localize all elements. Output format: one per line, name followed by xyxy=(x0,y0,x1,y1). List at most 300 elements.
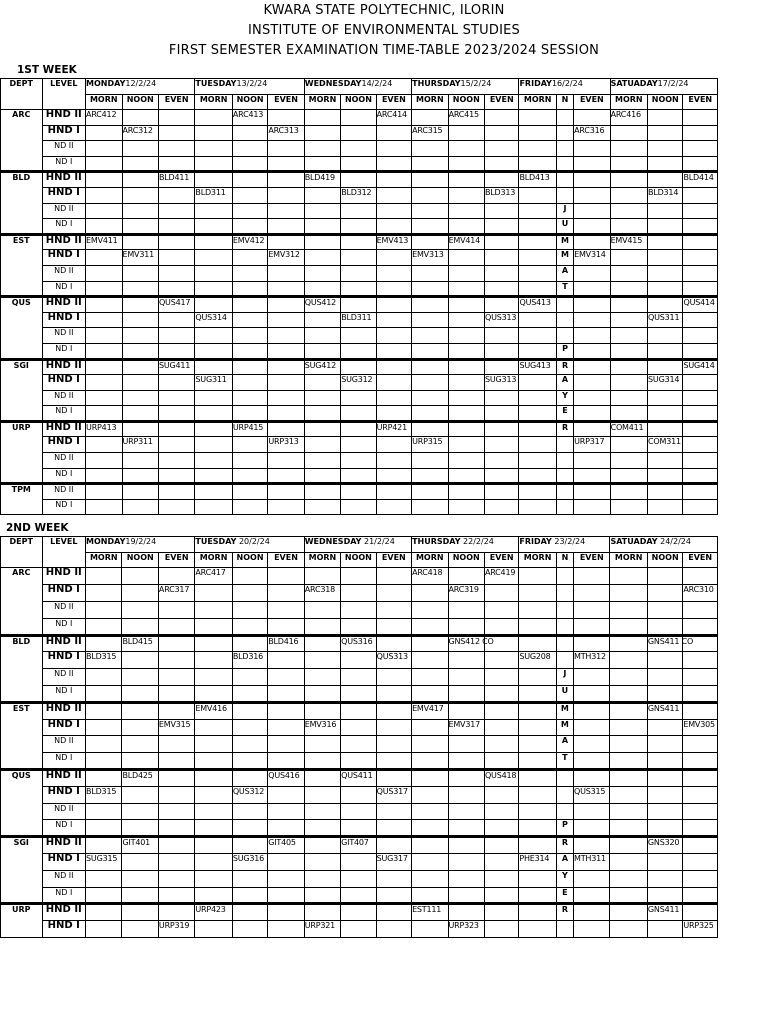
course-code-cell xyxy=(158,837,194,854)
day-name: THURSDAY xyxy=(412,537,461,547)
course-code-cell xyxy=(647,770,682,787)
day-date: 15/2/24 xyxy=(460,79,492,88)
department-name: SGI xyxy=(1,837,43,904)
course-code-cell xyxy=(195,719,232,736)
course-code-cell xyxy=(519,110,556,126)
slot-header-n: N xyxy=(556,553,573,568)
course-code-cell xyxy=(485,141,519,157)
course-code-cell: ARC414 xyxy=(376,110,411,126)
course-code-cell xyxy=(647,753,682,770)
course-code-cell: BLD316 xyxy=(232,652,267,669)
course-code-cell xyxy=(341,736,376,753)
course-code-cell: QUS313 xyxy=(485,312,519,328)
day-header xyxy=(519,537,610,553)
course-code-cell: URP315 xyxy=(412,437,448,453)
course-code-cell xyxy=(448,770,484,787)
course-code-cell xyxy=(268,736,304,753)
course-code-cell: BLD415 xyxy=(122,635,158,652)
course-code-cell xyxy=(304,328,340,344)
course-code-cell xyxy=(519,585,556,602)
slot-header-morn: MORN xyxy=(304,553,340,568)
slot-header-morn: MORN xyxy=(86,95,122,110)
course-code-cell xyxy=(304,141,340,157)
slot-header-noon: NOON xyxy=(232,553,267,568)
table-row xyxy=(1,820,718,837)
course-code-cell xyxy=(519,686,556,703)
course-code-cell: MTH312 xyxy=(574,652,610,669)
course-code-cell xyxy=(648,250,683,266)
jumat-prayer-letter: A xyxy=(556,265,573,281)
course-code-cell: QUS311 xyxy=(648,312,683,328)
course-code-cell xyxy=(232,453,267,469)
jumat-prayer-letter xyxy=(556,297,573,313)
course-code-cell xyxy=(232,125,267,141)
course-code-cell xyxy=(519,203,556,219)
course-code-cell xyxy=(232,686,267,703)
course-code-cell xyxy=(448,499,484,515)
course-code-cell xyxy=(448,853,484,870)
course-code-cell xyxy=(304,837,340,854)
course-code-cell xyxy=(232,156,267,172)
course-code-cell xyxy=(448,125,484,141)
day-header-row xyxy=(1,537,718,553)
course-code-cell xyxy=(232,297,267,313)
jumat-prayer-letter xyxy=(556,602,573,619)
course-code-cell xyxy=(574,904,610,921)
course-code-cell xyxy=(647,870,682,887)
course-code-cell xyxy=(683,669,718,686)
slot-header-even: EVEN xyxy=(574,95,610,110)
course-code-cell xyxy=(376,870,411,887)
course-code-cell: QUS312 xyxy=(232,786,267,803)
day-header xyxy=(195,79,304,95)
jumat-prayer-letter: M xyxy=(556,702,573,719)
course-code-cell xyxy=(304,125,340,141)
course-code-cell xyxy=(268,904,304,921)
course-code-cell xyxy=(86,820,122,837)
course-code-cell: BLD315 xyxy=(86,652,122,669)
course-code-cell xyxy=(519,421,556,437)
course-code-cell xyxy=(341,568,376,585)
course-code-cell xyxy=(268,406,304,422)
course-code-cell xyxy=(158,421,194,437)
course-code-cell xyxy=(195,618,232,635)
jumat-prayer-letter xyxy=(556,110,573,126)
course-code-cell xyxy=(412,499,448,515)
course-code-cell xyxy=(683,568,718,585)
course-code-cell xyxy=(412,297,448,313)
course-code-cell xyxy=(647,887,682,904)
course-code-cell xyxy=(158,141,194,157)
course-code-cell xyxy=(195,343,232,359)
course-code-cell xyxy=(376,887,411,904)
slot-header-noon: NOON xyxy=(341,95,376,110)
course-code-cell xyxy=(484,837,518,854)
course-code-cell xyxy=(268,803,304,820)
course-code-cell xyxy=(448,468,484,484)
course-code-cell xyxy=(341,125,376,141)
course-code-cell xyxy=(304,390,340,406)
course-code-cell xyxy=(647,652,682,669)
course-code-cell xyxy=(610,125,647,141)
course-code-cell xyxy=(341,669,376,686)
course-code-cell xyxy=(304,803,340,820)
course-code-cell: URP325 xyxy=(683,921,718,938)
jumat-prayer-letter xyxy=(556,568,573,585)
jumat-prayer-letter: R xyxy=(556,837,573,854)
course-code-cell xyxy=(122,786,158,803)
course-code-cell xyxy=(610,753,647,770)
course-code-cell xyxy=(304,110,340,126)
course-code-cell xyxy=(122,618,158,635)
course-code-cell xyxy=(648,421,683,437)
course-code-cell xyxy=(158,375,194,391)
slot-header-even: EVEN xyxy=(484,553,518,568)
course-code-cell xyxy=(341,803,376,820)
course-code-cell xyxy=(485,125,519,141)
level-label: HND II xyxy=(42,568,86,585)
slot-header-even: EVEN xyxy=(268,553,304,568)
course-code-cell xyxy=(448,837,484,854)
course-code-cell xyxy=(683,837,718,854)
course-code-cell xyxy=(376,468,411,484)
course-code-cell xyxy=(232,343,267,359)
course-code-cell xyxy=(86,635,122,652)
course-code-cell xyxy=(376,719,411,736)
course-code-cell xyxy=(574,297,610,313)
course-code-cell xyxy=(412,887,448,904)
course-code-cell xyxy=(574,736,610,753)
course-code-cell xyxy=(683,786,718,803)
level-label: ND II xyxy=(42,328,86,344)
course-code-cell: ARC317 xyxy=(158,585,194,602)
course-code-cell xyxy=(376,669,411,686)
course-code-cell xyxy=(683,265,718,281)
course-code-cell: BLD425 xyxy=(122,770,158,787)
course-code-cell: COM311 xyxy=(648,437,683,453)
course-code-cell xyxy=(485,297,519,313)
course-code-cell xyxy=(448,618,484,635)
course-code-cell xyxy=(574,686,610,703)
course-code-cell xyxy=(195,736,232,753)
table-row xyxy=(1,904,718,921)
course-code-cell xyxy=(448,904,484,921)
course-code-cell xyxy=(485,110,519,126)
level-label: ND II xyxy=(42,669,86,686)
level-label: HND I xyxy=(42,375,86,391)
course-code-cell xyxy=(610,618,647,635)
course-code-cell xyxy=(304,375,340,391)
slot-header-morn: MORN xyxy=(519,95,556,110)
course-code-cell xyxy=(574,172,610,188)
level-label: HND I xyxy=(42,652,86,669)
course-code-cell xyxy=(86,602,122,619)
course-code-cell xyxy=(268,853,304,870)
course-code-cell: QUS416 xyxy=(268,770,304,787)
course-code-cell xyxy=(485,156,519,172)
course-code-cell xyxy=(304,499,340,515)
course-code-cell xyxy=(376,484,411,500)
course-code-cell xyxy=(647,803,682,820)
course-code-cell xyxy=(341,887,376,904)
course-code-cell xyxy=(122,187,158,203)
course-code-cell xyxy=(574,406,610,422)
course-code-cell xyxy=(574,702,610,719)
course-code-cell xyxy=(412,652,448,669)
course-code-cell: QUS414 xyxy=(683,297,718,313)
course-code-cell xyxy=(86,187,122,203)
course-code-cell xyxy=(268,702,304,719)
course-code-cell: ARC416 xyxy=(610,110,647,126)
course-code-cell xyxy=(448,484,484,500)
course-code-cell xyxy=(574,719,610,736)
course-code-cell xyxy=(376,265,411,281)
course-code-cell xyxy=(376,172,411,188)
course-code-cell xyxy=(610,203,647,219)
table-row xyxy=(1,719,718,736)
course-code-cell xyxy=(376,602,411,619)
course-code-cell xyxy=(448,736,484,753)
course-code-cell xyxy=(268,499,304,515)
course-code-cell xyxy=(448,141,484,157)
course-code-cell xyxy=(304,484,340,500)
course-code-cell xyxy=(610,770,647,787)
course-code-cell xyxy=(519,265,556,281)
course-code-cell: BLD413 xyxy=(519,172,556,188)
course-code-cell: URP321 xyxy=(304,921,340,938)
jumat-prayer-letter xyxy=(556,156,573,172)
course-code-cell xyxy=(448,297,484,313)
course-code-cell xyxy=(195,686,232,703)
course-code-cell: GIT405 xyxy=(268,837,304,854)
course-code-cell xyxy=(304,265,340,281)
course-code-cell: EMV417 xyxy=(412,702,448,719)
course-code-cell xyxy=(484,652,518,669)
course-code-cell xyxy=(158,250,194,266)
course-code-cell xyxy=(232,375,267,391)
course-code-cell xyxy=(195,652,232,669)
course-code-cell xyxy=(683,141,718,157)
course-code-cell xyxy=(519,786,556,803)
slot-header-even: EVEN xyxy=(683,553,718,568)
course-code-cell xyxy=(158,453,194,469)
course-code-cell xyxy=(122,669,158,686)
course-code-cell xyxy=(122,453,158,469)
course-code-cell xyxy=(448,281,484,297)
table-row xyxy=(1,250,718,266)
course-code-cell xyxy=(610,686,647,703)
table-row xyxy=(1,359,718,375)
course-code-cell: URP311 xyxy=(122,437,158,453)
table-row xyxy=(1,312,718,328)
department-name: TPM xyxy=(1,484,43,515)
course-code-cell: QUS418 xyxy=(484,770,518,787)
course-code-cell: URP313 xyxy=(268,437,304,453)
table-row xyxy=(1,265,718,281)
day-header xyxy=(86,537,195,553)
course-code-cell xyxy=(268,820,304,837)
course-code-cell xyxy=(448,187,484,203)
week-2-label: 2ND WEEK xyxy=(6,522,69,535)
course-code-cell xyxy=(195,770,232,787)
course-code-cell xyxy=(519,156,556,172)
course-code-cell xyxy=(268,281,304,297)
course-code-cell xyxy=(304,786,340,803)
course-code-cell xyxy=(195,887,232,904)
course-code-cell xyxy=(195,359,232,375)
course-code-cell xyxy=(485,390,519,406)
course-code-cell xyxy=(574,837,610,854)
course-code-cell xyxy=(683,156,718,172)
course-code-cell xyxy=(268,753,304,770)
course-code-cell: EMV317 xyxy=(448,719,484,736)
course-code-cell xyxy=(268,602,304,619)
course-code-cell xyxy=(232,635,267,652)
course-code-cell xyxy=(610,568,647,585)
course-code-cell xyxy=(448,437,484,453)
course-code-cell: EMV311 xyxy=(122,250,158,266)
course-code-cell xyxy=(574,156,610,172)
day-header xyxy=(519,79,610,95)
course-code-cell xyxy=(232,568,267,585)
course-code-cell xyxy=(448,602,484,619)
course-code-cell xyxy=(519,568,556,585)
table-row xyxy=(1,887,718,904)
slot-header-even: EVEN xyxy=(376,553,411,568)
level-label: ND II xyxy=(42,265,86,281)
course-code-cell xyxy=(648,203,683,219)
course-code-cell xyxy=(158,110,194,126)
jumat-prayer-letter: Y xyxy=(556,390,573,406)
course-code-cell xyxy=(195,203,232,219)
day-date: 21/2/24 xyxy=(361,537,395,547)
course-code-cell xyxy=(683,702,718,719)
course-code-cell xyxy=(86,406,122,422)
table-row xyxy=(1,669,718,686)
slot-header-morn: MORN xyxy=(610,95,647,110)
course-code-cell xyxy=(647,786,682,803)
course-code-cell xyxy=(341,172,376,188)
slot-header-even: EVEN xyxy=(158,553,194,568)
course-code-cell xyxy=(122,328,158,344)
level-label: ND II xyxy=(42,736,86,753)
course-code-cell xyxy=(158,437,194,453)
course-code-cell xyxy=(412,820,448,837)
course-code-cell xyxy=(448,219,484,235)
level-label: HND II xyxy=(42,770,86,787)
course-code-cell: EMV411 xyxy=(86,234,122,250)
table-row xyxy=(1,870,718,887)
course-code-cell xyxy=(158,568,194,585)
course-code-cell xyxy=(341,618,376,635)
course-code-cell: GNS411 xyxy=(647,702,682,719)
course-code-cell xyxy=(304,820,340,837)
course-code-cell xyxy=(610,499,647,515)
course-code-cell xyxy=(158,312,194,328)
slot-header-morn: MORN xyxy=(412,553,448,568)
slot-header-noon: NOON xyxy=(341,553,376,568)
course-code-cell xyxy=(574,359,610,375)
course-code-cell xyxy=(122,719,158,736)
slot-header-noon: NOON xyxy=(232,95,267,110)
course-code-cell xyxy=(412,669,448,686)
course-code-cell xyxy=(195,437,232,453)
course-code-cell xyxy=(412,786,448,803)
course-code-cell xyxy=(448,156,484,172)
course-code-cell xyxy=(412,484,448,500)
course-code-cell xyxy=(683,904,718,921)
table-row xyxy=(1,652,718,669)
course-code-cell xyxy=(610,265,647,281)
course-code-cell xyxy=(195,219,232,235)
course-code-cell xyxy=(232,265,267,281)
course-code-cell xyxy=(376,686,411,703)
table-row xyxy=(1,156,718,172)
course-code-cell xyxy=(610,635,647,652)
course-code-cell xyxy=(448,669,484,686)
course-code-cell xyxy=(485,281,519,297)
course-code-cell xyxy=(574,234,610,250)
jumat-prayer-letter: J xyxy=(556,669,573,686)
level-label: ND I xyxy=(42,406,86,422)
course-code-cell xyxy=(376,904,411,921)
course-code-cell: SUG414 xyxy=(683,359,718,375)
jumat-prayer-letter xyxy=(556,585,573,602)
course-code-cell xyxy=(412,328,448,344)
course-code-cell xyxy=(341,234,376,250)
course-code-cell xyxy=(448,702,484,719)
course-code-cell xyxy=(647,618,682,635)
course-code-cell xyxy=(268,328,304,344)
course-code-cell xyxy=(519,437,556,453)
course-code-cell xyxy=(610,837,647,854)
day-date: 12/2/24 xyxy=(125,79,157,88)
course-code-cell xyxy=(610,786,647,803)
course-code-cell xyxy=(86,870,122,887)
course-code-cell xyxy=(610,312,647,328)
jumat-prayer-letter: P xyxy=(556,820,573,837)
course-code-cell xyxy=(195,110,232,126)
course-code-cell: EMV316 xyxy=(304,719,340,736)
course-code-cell xyxy=(519,702,556,719)
slot-header-noon: NOON xyxy=(647,553,682,568)
course-code-cell xyxy=(232,585,267,602)
course-code-cell xyxy=(648,265,683,281)
course-code-cell xyxy=(519,312,556,328)
level-label: ND I xyxy=(42,468,86,484)
course-code-cell xyxy=(86,312,122,328)
course-code-cell xyxy=(610,669,647,686)
day-date: 13/2/24 xyxy=(236,79,268,88)
table-row xyxy=(1,453,718,469)
course-code-cell xyxy=(610,719,647,736)
course-code-cell: BLD311 xyxy=(195,187,232,203)
course-code-cell: ARC310 xyxy=(683,585,718,602)
jumat-prayer-letter: U xyxy=(556,686,573,703)
course-code-cell xyxy=(519,406,556,422)
course-code-cell xyxy=(448,250,484,266)
course-code-cell xyxy=(195,172,232,188)
course-code-cell xyxy=(412,736,448,753)
course-code-cell: SUG413 xyxy=(519,359,556,375)
course-code-cell xyxy=(341,219,376,235)
course-code-cell xyxy=(341,499,376,515)
level-label: ND II xyxy=(42,870,86,887)
course-code-cell: SUG315 xyxy=(86,853,122,870)
course-code-cell xyxy=(574,343,610,359)
course-code-cell xyxy=(304,187,340,203)
course-code-cell xyxy=(485,265,519,281)
